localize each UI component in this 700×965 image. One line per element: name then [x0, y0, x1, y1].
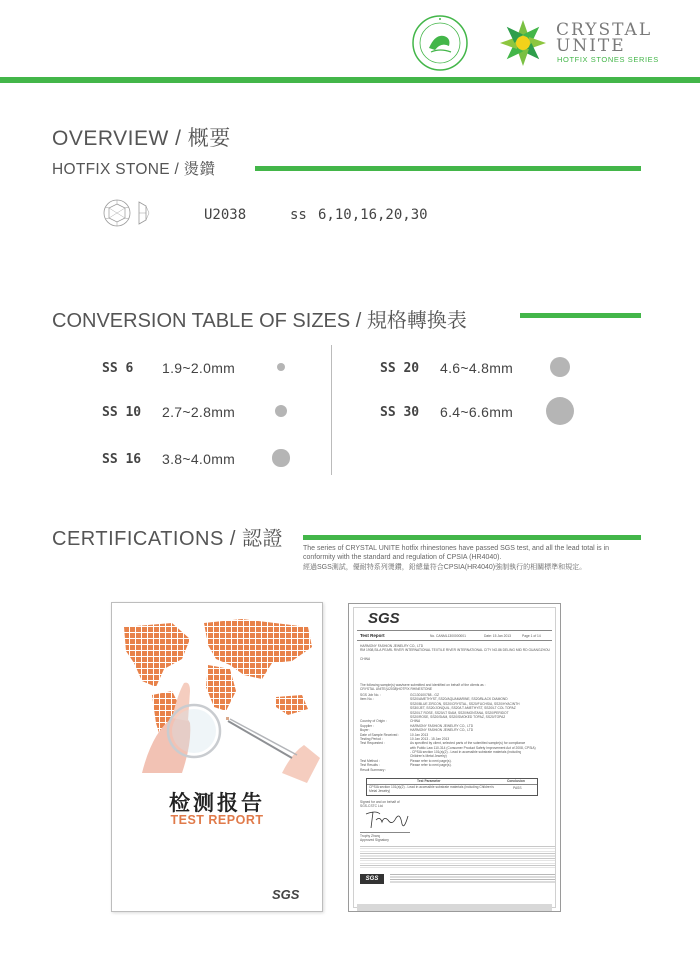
report-field-value: with Public Law 110-314 (Consumer Product Safety Improvement Act of 2008, CPSIA): [410, 745, 536, 750]
hand-with-tweezers-graphic: [132, 663, 322, 788]
report-field-value: SS20/ROSE, SS20/SIAM, SS20/SMOKED TOPAZ, SS20/TOPAZ: [410, 714, 506, 719]
size-dot: [275, 405, 287, 417]
report-sample-name: CRYSTAL UNITE(U2038)HOTFIX RHINESTONE: [360, 687, 433, 691]
report-field-label: Supplier :: [360, 723, 374, 728]
size-mm: 2.7~2.8mm: [162, 404, 236, 420]
report-country: CHINA: [360, 657, 371, 661]
report-field-value: SS20/AMETHYST, SS20/AQUAMARINE, SS20/BLACK DIAMOND: [410, 697, 508, 702]
report-field-value: Please refer to next page(s).: [410, 763, 452, 768]
certification-seal: [411, 14, 469, 72]
size-mm: 1.9~2.0mm: [162, 360, 236, 376]
report-fields: [360, 693, 555, 772]
report-title: Test Report: [360, 633, 385, 638]
report-footer-sgs-logo: SGS: [360, 874, 384, 884]
overview-heading: OVERVIEW / 概要: [52, 127, 231, 150]
size-dot: [550, 357, 571, 378]
report-no: No. CANML1300000001: [430, 634, 466, 638]
table-head-concl: Conclusion: [507, 779, 525, 783]
report-signed-for: Signed for and on behalf of: [360, 800, 400, 804]
size-label: SS 6: [102, 361, 134, 376]
report-field-label: Test Requested :: [360, 741, 385, 746]
report-bottom-stripe: [357, 904, 552, 911]
header-divider: [0, 77, 700, 83]
report-field-value: Children's Metal Jewelry): [410, 754, 447, 759]
size-mm: 6.4~6.6mm: [440, 404, 514, 420]
certifications-description: [303, 545, 643, 573]
brand-name-line1: CRYSTAL: [556, 20, 653, 40]
report-field-value: HARMONY FASHION JEWELRY CO., LTD: [410, 728, 474, 733]
report-field-value: As specified by client, selected parts of the submitted sample(s) for compliance: [410, 741, 526, 746]
conversion-rule: [520, 313, 641, 318]
test-report-cover-image: [111, 602, 323, 912]
report-signatory-title: Approved Signatory: [360, 838, 389, 842]
size-label: SS 20: [380, 361, 420, 376]
report-sample-intro: The following sample(s) was/were submitted and identified on behalf of the clients as :: [360, 683, 486, 687]
size-label: SS 16: [102, 452, 142, 467]
table-head-param: Test Parameter: [417, 779, 441, 783]
stone-top-view-icon: [102, 198, 132, 228]
report-field-value: SS20/LT ROSE, SS20/LT SIAM, SS20/MONTANA, SS20/PERIDOT: [410, 710, 509, 715]
report-field-label: Date of Sample Received :: [360, 732, 400, 737]
report-field-label: Test Method :: [360, 758, 380, 763]
size-label: SS 30: [380, 405, 420, 420]
report-field-label: Testing Period :: [360, 736, 383, 741]
report-field-value: Please refer to next page(s).: [410, 758, 452, 763]
certifications-rule: [303, 535, 641, 540]
report-field-value: 10 Jan 2013 - 15 Jan 2013: [410, 736, 450, 741]
report-page-frame: [353, 607, 556, 908]
report-field-label: Test Results :: [360, 763, 380, 768]
report-fine-print: [360, 846, 555, 868]
size-label: SS 10: [102, 405, 142, 420]
report-field-label: Result Summary :: [360, 767, 387, 772]
table-concl: PASS: [513, 786, 522, 790]
report-address: RM 1908,SILA PEARL RIVER INTERNATIONAL TEXTILE RIVER INTERNATIONAL CITY NO.86 DELING MID RD GUANGZHOU: [360, 648, 550, 652]
report-field-value: SS30/JET, SS20/JONQUIL, SS20/LT AMETHYST, SS20/LT COL TOPAZ: [410, 706, 516, 711]
cover-sgs-logo: SGS: [272, 887, 300, 902]
report-page: Page 1 of 14: [522, 634, 541, 638]
report-field-row: [360, 768, 555, 772]
size-mm: 4.6~4.8mm: [440, 360, 514, 376]
report-signed-lab: SGS-CSTC Ltd.: [360, 804, 384, 808]
test-report-page-image: [348, 603, 561, 912]
sizes-prefix: ss: [290, 207, 307, 223]
cover-title-en: TEST REPORT: [170, 813, 264, 827]
crystal-unite-logo-icon: [498, 18, 548, 68]
report-field-label: Country of Origin :: [360, 719, 387, 724]
report-field-value: SS20/BLUE ZIRCON, SS20/CRYSTAL, SS20/FUCHSIA, SS20/HYACINTH: [410, 701, 520, 706]
signature-rule: [360, 832, 410, 833]
report-title-rule: [357, 640, 552, 641]
report-field-value: HARMONY FASHION JEWELRY CO., LTD: [410, 723, 474, 728]
certifications-heading: CERTIFICATIONS / 認證: [52, 528, 283, 550]
report-date: Date: 15 Jan 2013: [484, 634, 511, 638]
report-signatory-name: Trophy Zhang: [360, 834, 381, 838]
report-footer-text: [390, 874, 555, 884]
size-dot: [277, 363, 286, 372]
product-code: U2038: [204, 207, 247, 223]
report-field-label: Item No. :: [360, 697, 375, 702]
cover-title-cn: 检测报告: [169, 792, 265, 815]
hotfix-rule: [255, 166, 641, 171]
conversion-column-divider: [331, 345, 332, 475]
report-field-label: SGS Job No. :: [360, 693, 382, 697]
size-dot: [272, 449, 289, 466]
report-field-label: Buyer :: [360, 728, 371, 733]
size-mm: 3.8~4.0mm: [162, 451, 236, 467]
conversion-heading: CONVERSION TABLE OF SIZES / 規格轉換表: [52, 310, 467, 332]
hotfix-stone-heading: HOTFIX STONE / 燙鑽: [52, 161, 216, 178]
stone-side-view-icon: [136, 198, 152, 228]
brand-name-line2: UNITE: [556, 36, 626, 56]
brand-tagline: HOTFIX STONES SERIES: [557, 55, 659, 64]
report-field-value: CHINA: [410, 719, 421, 724]
certifications-text-cn: 經過SGS測試，優耐特系列燙鑽，鉛總量符合CPSIA(HR4040)強制執行的相關標準和規定。: [303, 564, 587, 572]
report-top-rule: [357, 630, 552, 631]
sizes-list: 6,10,16,20,30: [318, 207, 428, 223]
report-result-table: [366, 778, 538, 796]
signature-image: [362, 808, 412, 832]
report-field-value: 10 Jan 2013: [410, 732, 429, 737]
report-field-value: - CPSIA section 101(a)(2) - Lead in accessible substrate materials (including: [410, 750, 522, 755]
report-sgs-logo: SGS: [368, 610, 400, 627]
report-applicant: HARMONY FASHION JEWELRY CO., LTD: [360, 644, 424, 648]
table-param: CPSIA section 101(a)(2) - Lead in accessible substrate materials (including Children's Metal Jewelry): [369, 785, 494, 794]
certifications-text-en: The series of CRYSTAL UNITE hotfix rhinestones have passed SGS test, and all the lead total is in conformity with the standard and regulation of CPSIA (HR4040).: [303, 545, 610, 561]
size-dot: [546, 397, 574, 425]
report-field-value: GC130100788 - GZ: [410, 693, 439, 697]
